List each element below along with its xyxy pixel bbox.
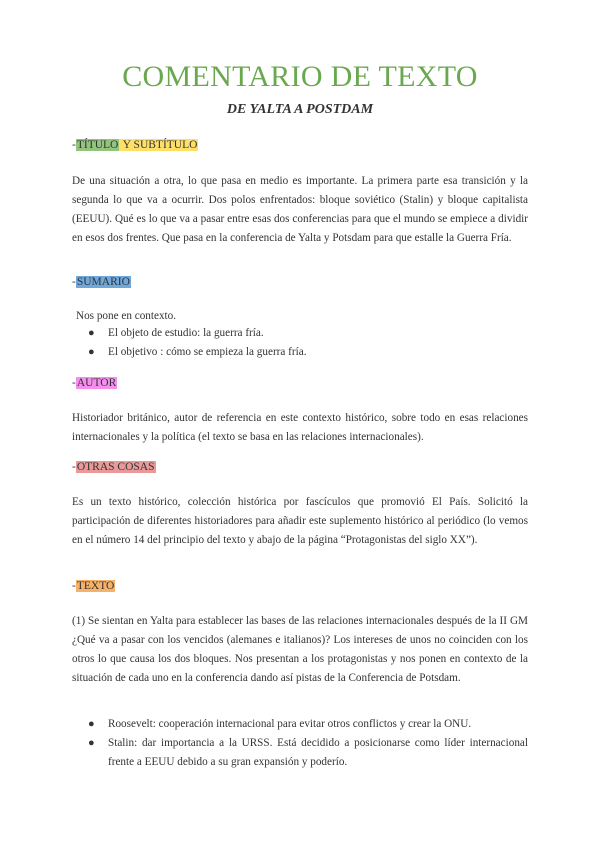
list-item: ● Roosevelt: cooperación internacional para evitar otros conflictos y crear la ONU.: [72, 715, 528, 734]
paragraph-sumario-intro: Nos pone en contexto.: [76, 310, 177, 322]
paragraph-titulo: De una situación a otra, lo que pasa en medio es importante. La primera parte esa transición y la segunda lo que va a ocurrir. Dos polos enfrentados: bloque soviético (Stalin) y bloque capitalista (EEUU). Qué es lo que va a pasar entre esas dos conferencias para que el mundo se empiece a dividir en esos dos frentes. Que pasa en la conferencia de Yalta y Potsdam para que estalle la Guerra Fría.: [72, 175, 528, 244]
heading-label-texto: TEXTO: [76, 580, 115, 592]
paragraph-texto: (1) Se sientan en Yalta para establecer las bases de las relaciones internacionales después de la II GM ¿Qué va a pasar con los vencidos (alemanes e italianos)? Los intereses de unos no coinciden con los otros lo que causa los dos bloques. Nos presentan a los protagonistas y nos ponen en contexto de la situación de cada uno en la conferencia dando así pistas de la Conferencia de Potsdam.: [72, 615, 528, 684]
heading-label-subtitulo: Y SUBTÍTULO: [120, 139, 198, 151]
bullet-icon: ●: [88, 346, 95, 358]
bullet-list-texto: [72, 715, 528, 772]
section-prefix: -: [72, 139, 76, 151]
section-prefix: -: [72, 461, 76, 473]
section-prefix: -: [72, 580, 76, 592]
paragraph-autor: Historiador británico, autor de referencia en este contexto histórico, sobre todo en esas relaciones internacionales y la política (el texto se basa en las relaciones internacionales).: [72, 412, 528, 443]
section-prefix: -: [72, 276, 76, 288]
section-heading-texto: [72, 580, 115, 592]
paragraph-otras: Es un texto histórico, colección histórica por fascículos que promovió El País. Solicitó la participación de diferentes historiadores para añadir este suplemento histórico al periódico (lo vemos en el número 14 del principio del texto y abajo de la página “Protagonistas del siglo XX”).: [72, 496, 528, 546]
bullet-list-sumario: [72, 324, 528, 362]
heading-label-titulo: TÍTULO: [76, 139, 119, 151]
section-heading-otras: [72, 461, 156, 473]
document-title: COMENTARIO DE TEXTO: [122, 60, 478, 93]
section-heading-sumario: [72, 276, 131, 288]
bullet-icon: ●: [88, 327, 95, 339]
bullet-icon: ●: [88, 718, 95, 730]
list-item: ● El objetivo : cómo se empieza la guerra fría.: [72, 343, 528, 362]
list-item: ● Stalin: dar importancia a la URSS. Está decidido a posicionarse como líder internacional frente a EEUU debido a su gran expansión y poderío.: [72, 734, 528, 772]
heading-label-otras: OTRAS COSAS: [76, 461, 155, 473]
heading-label-sumario: SUMARIO: [76, 276, 130, 288]
document-subtitle: DE YALTA A POSTDAM: [226, 102, 374, 117]
section-heading-titulo: [72, 139, 198, 151]
list-item: ● El objeto de estudio: la guerra fría.: [72, 324, 528, 343]
bullet-icon: ●: [88, 737, 95, 749]
heading-label-autor: AUTOR: [76, 377, 117, 389]
section-prefix: -: [72, 377, 76, 389]
section-heading-autor: [72, 377, 117, 389]
